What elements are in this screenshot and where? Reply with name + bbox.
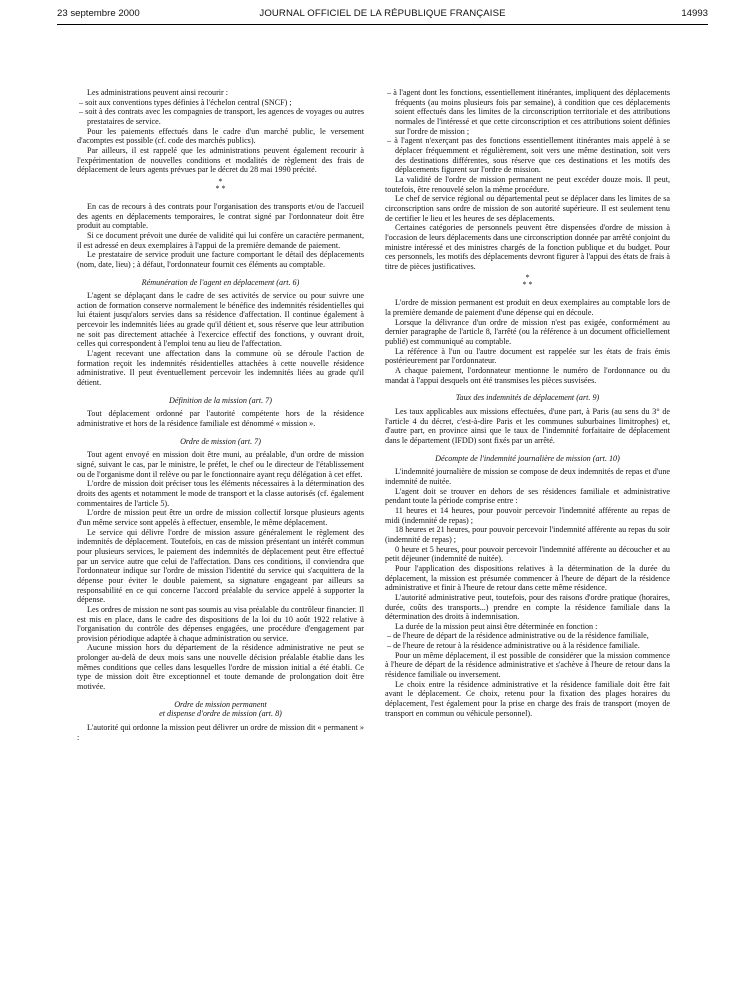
section-separator: * * *: [215, 176, 226, 193]
paragraph: Si ce document prévoit une durée de validité qui lui confère un caractère permanent, il est adressé en deux exemplaires à l'appui de la première demande de paiement.: [77, 230, 364, 250]
paragraph: Le prestataire de service produit une facture comportant le détail des déplacements (nom, date, lieu) ; à défaut, l'ordonnateur fournit ces éléments au comptable.: [77, 250, 364, 269]
page-number: 14993: [681, 8, 708, 19]
paragraph: Les ordres de mission ne sont pas soumis au visa préalable du contrôleur financier. Il est mis en place, dans le cadre des dispositions de la loi du 10 août 1922 relative à l'organisation du contrôle des dépenses engagées, une procédure d'engagement par provision périodique adaptée à chaque administration ou service.: [77, 604, 364, 643]
paragraph: 18 heures et 21 heures, pour pouvoir percevoir l'indemnité afférente au repas du soir (indemnité de repas) ;: [385, 525, 670, 544]
paragraph: L'ordre de mission doit préciser tous les éléments nécessaires à la détermination des droits des agents et notamment le mode de transport et la classe autorisés (cf. également commentaires de l'article 5).: [77, 479, 364, 508]
section-heading: et dispense d'ordre de mission (art. 8): [159, 709, 282, 719]
left-column: [77, 88, 364, 742]
paragraph: Certaines catégories de personnels peuvent être dispensées d'ordre de mission à l'occasion de leurs déplacements dans une circonscription donnée par arrêté conjoint du ministre intéressé et des ministres chargés de la fonction publique et du budget. Pour ces personnels, les motifs des déplacements devront figurer à l'appui des états de frais à titre de pièces justificatives.: [385, 223, 670, 271]
paragraph: Tout déplacement ordonné par l'autorité compétente hors de la résidence administrative et hors de la résidence familiale est dénommé « mission ».: [77, 409, 364, 429]
paragraph: L'agent doit se trouver en dehors de ses résidences familiale et administrative pendant toute la période comprise entre :: [385, 486, 670, 506]
right-column: [385, 88, 670, 718]
section-heading: Définition de la mission (art. 7): [169, 395, 272, 405]
publication-date: 23 septembre 2000: [57, 8, 140, 19]
paragraph: L'autorité qui ordonne la mission peut délivrer un ordre de mission dit « permanent » :: [77, 723, 364, 742]
section-heading: Ordre de mission (art. 7): [180, 436, 261, 446]
paragraph: Par ailleurs, il est rappelé que les administrations peuvent également recourir à l'expérimentation de nouvelles conditions et modalités de règlement des frais de déplacement de leurs agents prévues par le décret du 28 mai 1990 précité.: [77, 145, 364, 175]
paragraph: L'autorité administrative peut, toutefois, pour des raisons d'ordre pratique (horaires, durée, coûts des transports...) prendre en compte la résidence familiale dans la détermination des droits à indemnisation.: [385, 592, 670, 622]
paragraph: Pour les paiements effectués dans le cadre d'un marché public, le versement d'acomptes est possible (cf. code des marchés publics).: [77, 126, 364, 146]
list-item: – soit aux conventions types définies à l'échelon central (SNCF) ;: [77, 98, 364, 108]
list-item: – à l'agent dont les fonctions, essentiellement itinérantes, impliquent des déplacements fréquents (au moins plusieurs fois par semaine), à condition que ces déplacements soient effectués dans les limites de la circonscription territoriale et des attributions normales de l'intéressé et que cette circonscription et ces attributions soient définies sur l'ordre de mission ;: [385, 88, 670, 136]
journal-title: JOURNAL OFFICIEL DE LA RÉPUBLIQUE FRANÇAISE: [259, 8, 506, 19]
section-separator: * * *: [522, 273, 533, 290]
paragraph: L'agent se déplaçant dans le cadre de ses activités de service ou pour suivre une action de formation conserve normalement le bénéfice des indemnités résidentielles qui lui étaient jusqu'alors servies dans sa résidence d'affectation. Il continue également à percevoir les indemnités liées au grade qu'il détient et, sous réserve que leur attribution ne soit pas directement attachée à l'exercice effectif des fonctions, y ouvrant droit, celles qui correspondent à l'emploi tenu au lieu de l'affectation.: [77, 291, 364, 349]
paragraph: L'ordre de mission permanent est produit en deux exemplaires au comptable lors de la première demande de paiement d'une dépense qui en découle.: [385, 298, 670, 318]
paragraph: La référence à l'un ou l'autre document est rappelée sur les états de frais émis postérieurement par l'ordonnateur.: [385, 346, 670, 366]
section-heading: Taux des indemnités de déplacement (art. 9): [455, 393, 600, 403]
paragraph: En cas de recours à des contrats pour l'organisation des transports et/ou de l'accueil des agents en déplacements temporaires, le contrat signé par l'ordonnateur doit être produit au comptable.: [77, 201, 364, 231]
paragraph: Pour un même déplacement, il est possible de considérer que la mission commence à l'heure de départ de la résidence administrative et s'achève à l'heure de retour dans la résidence familiale ou inversement.: [385, 650, 670, 680]
paragraph: Lorsque la délivrance d'un ordre de mission n'est pas exigée, conformément au dernier paragraphe de l'article 8, l'arrêté (ou la référence à un document officiellement publié) est communiqué au comptable.: [385, 317, 670, 347]
list-item: – de l'heure de retour à la résidence administrative ou à la résidence familiale.: [385, 641, 670, 651]
paragraph: Pour l'application des dispositions relatives à la détermination de la durée du déplacement, la mission est présumée commencer à l'heure de départ de la résidence administrative et finir à l'heure de retour dans cette même résidence.: [385, 563, 670, 593]
paragraph: L'ordre de mission peut être un ordre de mission collectif lorsque plusieurs agents d'un même service sont appelés à effectuer, ensemble, le même déplacement.: [77, 508, 364, 527]
paragraph: 11 heures et 14 heures, pour pouvoir percevoir l'indemnité afférente au repas de midi (indemnité de repas) ;: [385, 505, 670, 525]
paragraph: Les administrations peuvent ainsi recourir :: [87, 88, 229, 97]
paragraph: L'agent recevant une affectation dans la commune où se déroule l'action de formation reçoit les indemnités résidentielles attachées à cette nouvelle résidence administrative. Il peut éventuellement percevoir les indemnités liées au grade qu'il détient.: [77, 349, 364, 388]
header-rule: [57, 24, 708, 25]
paragraph: Tout agent envoyé en mission doit être muni, au préalable, d'un ordre de mission signé, suivant le cas, par le ministre, le préfet, le chef ou le directeur de l'établissement ou de l'organisme dont il relève ou par le fonctionnaire ayant reçu délégation à cet effet.: [77, 450, 364, 479]
paragraph: L'indemnité journalière de mission se compose de deux indemnités de repas et d'une indemnité de nuitée.: [385, 467, 670, 486]
paragraph: Le choix entre la résidence administrative et la résidence familiale doit être fait avant le déplacement. Ce choix, retenu pour la fixation des plages horaires du déplacement, l'est également pour la prise en charge des frais de transport (moyen de transport en commun ou véhicule personnel).: [385, 679, 670, 718]
section-heading: Décompte de l'indemnité journalière de mission (art. 10): [435, 453, 620, 463]
paragraph: Le service qui délivre l'ordre de mission assure généralement le règlement des indemnités de déplacement. Toutefois, en cas de mission présentant un intérêt commun pour plusieurs services, le paiement des indemnités de déplacement peut être effectué par un service autre que celui de l'affectation. Dans ces conditions, il conviendra que l'ordonnateur indique sur l'ordre de mission l'identité du service qui s'acquittera de la dépense pour éviter le double paiement, sa signature engageant par ailleurs sa responsabilité en ce qui concerne l'accord préalable du service appelé à supporter la dépense.: [77, 527, 364, 605]
paragraph: A chaque paiement, l'ordonnateur mentionne le numéro de l'ordonnance ou du mandat à l'appui desquels ont été transmises les pièces susvisées.: [385, 366, 670, 385]
list-item: – de l'heure de départ de la résidence administrative ou de la résidence familiale,: [385, 631, 670, 641]
page-header: [57, 8, 708, 22]
paragraph: 0 heure et 5 heures, pour pouvoir percevoir l'indemnité afférente au découcher et au petit déjeuner (indemnité de nuitée).: [385, 544, 670, 564]
paragraph: Les taux applicables aux missions effectuées, d'une part, à Paris (au sens du 3° de l'article 4 du décret, c'est-à-dire Paris et les communes suburbaines limitrophes) et, d'autre part, en province ainsi que le taux de l'indemnité forfaitaire de déplacement dans le département (IFDD) sont fixés par un arrêté.: [385, 407, 670, 445]
section-heading: Rémunération de l'agent en déplacement (art. 6): [141, 277, 300, 287]
paragraph: La durée de la mission peut ainsi être déterminée en fonction :: [395, 621, 598, 631]
list-item: – à l'agent n'exerçant pas des fonctions essentiellement itinérantes mais appelé à se déplacer fréquemment et régulièrement, soit vers une même destination, soit vers des destinations différentes, sous réserve que ces destinations et les motifs des déplacements figurent sur l'ordre de mission.: [385, 136, 670, 175]
list-item: – soit à des contrats avec les compagnies de transport, les agences de voyages ou autres prestataires de service.: [77, 107, 364, 126]
section-heading: Ordre de mission permanent: [174, 699, 267, 709]
paragraph: La validité de l'ordre de mission permanent ne peut excéder douze mois. Il peut, toutefois, être renouvelé selon la même procédure.: [385, 174, 670, 194]
paragraph: Le chef de service régional ou départemental peut se déplacer dans les limites de sa circonscription sans ordre de mission de son autorité supérieure. Il est seulement tenu de certifier le lieu et les heures de ses déplacements.: [385, 194, 670, 223]
paragraph: Aucune mission hors du département de la résidence administrative ne peut se prolonger au-delà de deux mois sans une nouvelle décision préalable établie dans les mêmes conditions que celles dans lesquelles l'ordre de mission initial a été établi. Ce type de mission doit être exceptionnel et toute demande de prolongation doit être motivée.: [77, 643, 364, 692]
